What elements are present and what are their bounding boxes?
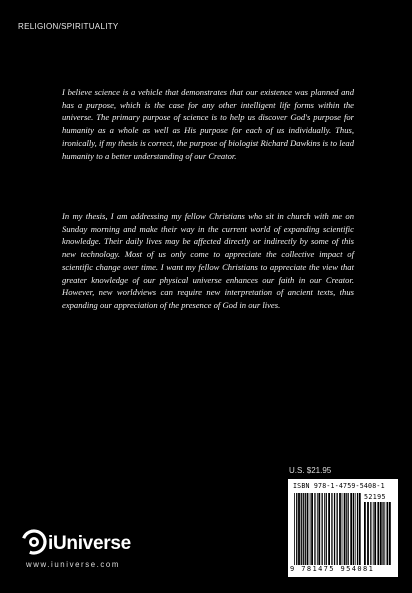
price-addon-code: 52195: [364, 493, 386, 501]
barcode-bar: [353, 493, 354, 565]
category-label: RELIGION/SPIRITUALITY: [18, 22, 119, 31]
ean-barcode-bars: [294, 493, 362, 565]
barcode-bar: [326, 493, 327, 565]
blurb-paragraph: In my thesis, I am addressing my fellow Christians who sit in church with me on Sunday morning and make their way in the current world of expanding scientific knowledge. Their daily lives may be affected directly or indirectly by some of this new technology. Most of us only come to appreciate the collective impact of scientific change over time. I want my fellow Christians to appreciate the view that greater knowledge of our physical universe enhances our faith in our Creator. However, new worldviews can require new interpretation of ancient texts, thus expanding our appreciation of the presence of God in our lives.: [62, 211, 354, 310]
barcode-bar: [364, 502, 366, 565]
blurb-paragraph: I believe science is a vehicle that demonstrates that our existence was planned and has a purpose, which is the case for any other intelligent life forms within the universe. The primary purpose of science is to help us discover God's purpose for humanity as a whole as well as His purpose for each of us individually. Thus, ironically, if my thesis is correct, the purpose of biologist Richard Dawkins is to lead humanity to a better understanding of our Creator.: [62, 87, 354, 161]
barcode-bar: [310, 493, 311, 565]
barcode-bar: [367, 502, 369, 565]
publisher-url: www.iuniverse.com: [26, 560, 120, 569]
publisher-name: iUniverse: [48, 533, 131, 554]
barcode-bar: [322, 493, 323, 565]
isbn-barcode: [288, 479, 398, 577]
barcode-bar: [307, 493, 309, 565]
barcode-bar: [296, 493, 297, 565]
barcode-bar: [380, 502, 382, 565]
barcode-bar: [328, 493, 330, 565]
barcode-bar: [373, 502, 374, 565]
barcode-bar: [298, 493, 300, 565]
barcode-bar: [350, 493, 352, 565]
barcode-bar: [334, 493, 335, 565]
barcode-bar: [317, 493, 318, 565]
price-label: U.S. $21.95: [289, 466, 332, 475]
barcode-bar: [370, 502, 371, 565]
barcode-bar: [305, 493, 306, 565]
barcode-bar: [377, 502, 379, 565]
ean-digits: 9 781475 954081: [290, 565, 375, 573]
addon-barcode-bars: [364, 502, 392, 565]
barcode-bar: [311, 493, 313, 565]
barcode-bar: [303, 493, 304, 565]
barcode-bar: [387, 502, 389, 565]
barcode-bar: [348, 493, 349, 565]
barcode-bar: [389, 502, 391, 565]
barcode-bar: [331, 493, 332, 565]
barcode-bar: [355, 493, 356, 565]
barcode-bar: [382, 502, 383, 565]
barcode-bar: [339, 493, 341, 565]
barcode-bar: [324, 493, 325, 565]
barcode-bar: [344, 493, 346, 565]
barcode-bar: [384, 502, 385, 565]
barcode-bar: [359, 493, 361, 565]
iuniverse-swirl-icon: [20, 527, 50, 557]
barcode-bar: [337, 493, 338, 565]
barcode-bar: [346, 493, 347, 565]
barcode-bar: [314, 493, 315, 565]
barcode-bar: [357, 493, 358, 565]
publisher-logo: [20, 527, 170, 587]
isbn-number: ISBN 978-1-4759-5408-1: [293, 482, 385, 490]
barcode-bar: [374, 502, 376, 565]
barcode-bar: [318, 493, 320, 565]
barcode-bar: [294, 493, 295, 565]
barcode-bar: [301, 493, 302, 565]
barcode-bar: [342, 493, 343, 565]
